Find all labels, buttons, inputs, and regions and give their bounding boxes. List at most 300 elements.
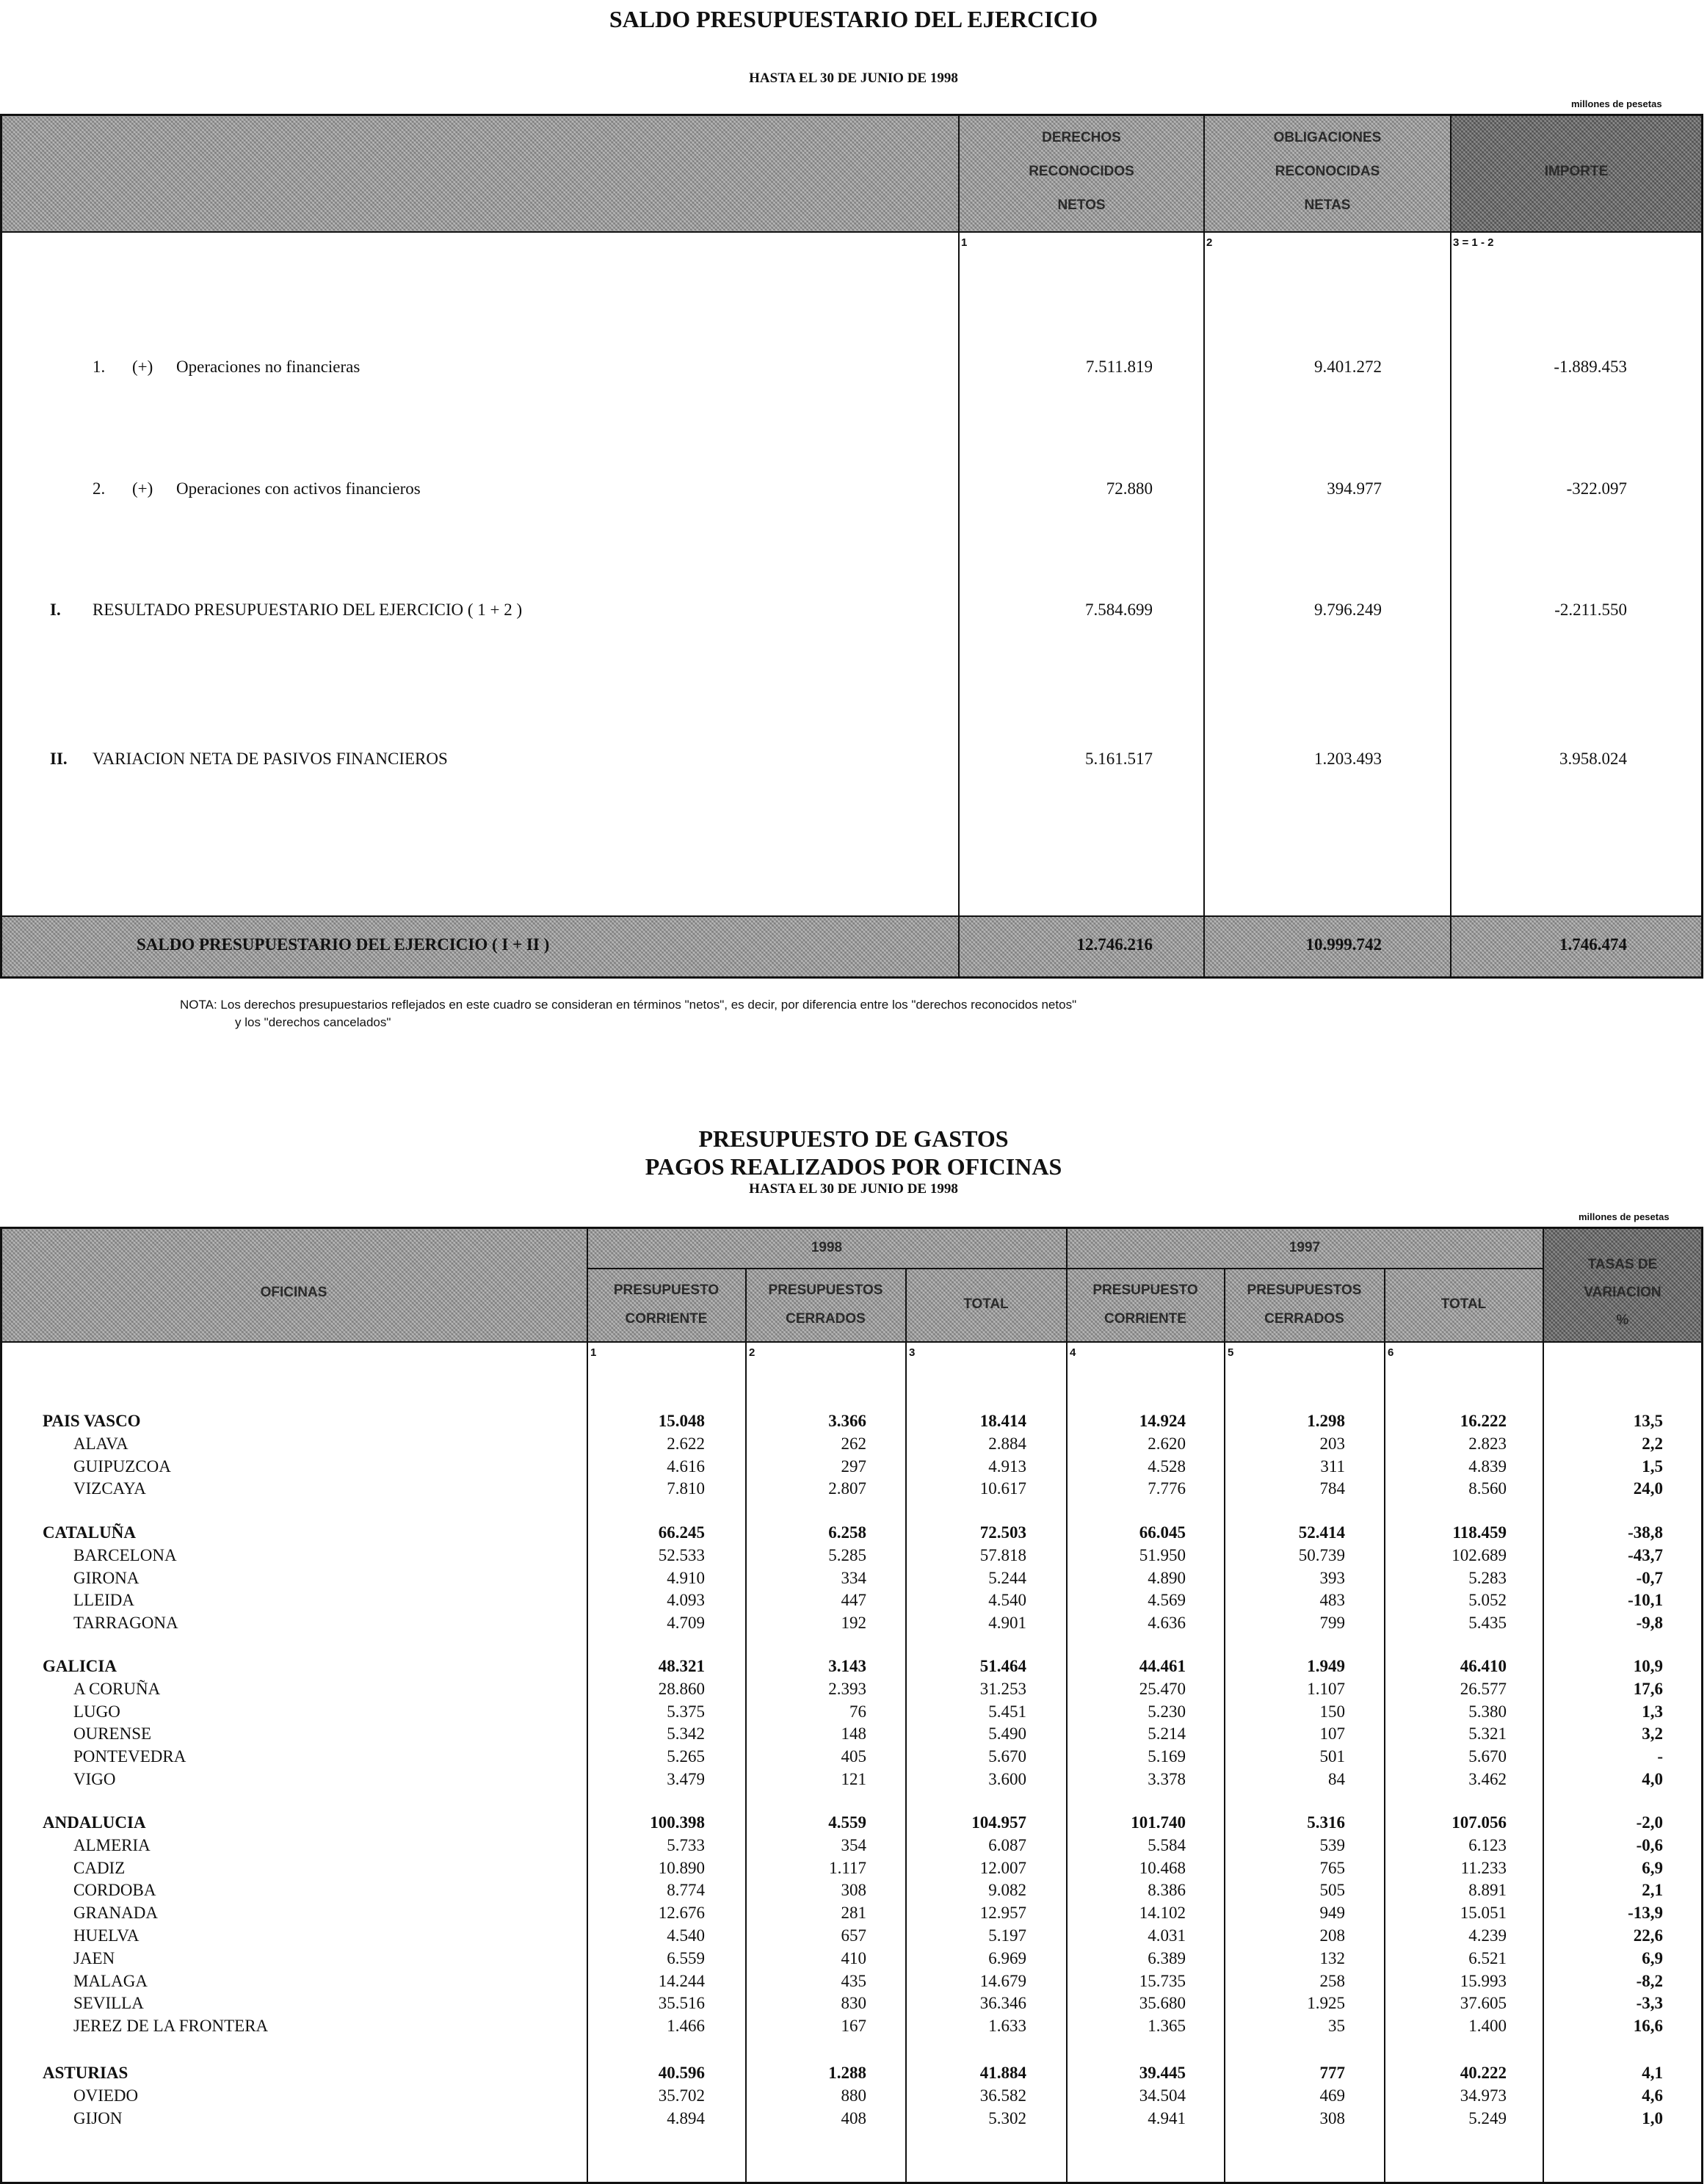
tasa-variacion: 2,1 [1642,1881,1663,1900]
tasa-variacion: 3,2 [1642,1724,1663,1744]
tasa-variacion: -0,7 [1636,1568,1663,1587]
amount-cell: 5.451 [988,1702,1026,1721]
value-derechos: 7.511.819 [1085,358,1153,376]
amount-cell: 657 [841,1926,866,1945]
amount-cell: 5.052 [1468,1591,1507,1610]
amount-cell: 5.670 [988,1747,1026,1766]
tasa-variacion: -10,1 [1628,1591,1663,1610]
value-importe: -322.097 [1566,479,1627,498]
amount-cell: 16.222 [1460,1412,1507,1430]
office-row [0,1857,1707,1879]
tasa-variacion: 2,2 [1642,1434,1663,1453]
value-importe: -2.211.550 [1554,601,1627,619]
amount-cell: 4.540 [988,1591,1026,1610]
report2-colnum-2: 2 [749,1346,755,1359]
amount-cell: 4.636 [1148,1614,1186,1633]
report1-row [0,750,1707,773]
office-row [0,1567,1707,1589]
amount-cell: 15.051 [1460,1904,1507,1923]
amount-cell: 308 [1319,2108,1345,2127]
row-label: Operaciones no financieras [176,358,360,376]
report1-total-row [0,935,1707,959]
amount-cell: 6.559 [667,1948,705,1967]
office-name: A CORUÑA [73,1679,161,1698]
amount-cell: 5.321 [1468,1724,1507,1744]
report1-subtitle: HASTA EL 30 DE JUNIO DE 1998 [749,70,958,86]
amount-cell: 10.890 [658,1858,705,1877]
amount-cell: 3.143 [828,1657,866,1675]
amount-cell: 132 [1319,1948,1345,1967]
office-name: BARCELONA [73,1545,177,1564]
amount-cell: 880 [841,2086,866,2105]
amount-cell: 66.245 [658,1523,705,1542]
office-row [0,1768,1707,1791]
amount-cell: 12.957 [979,1904,1026,1923]
amount-cell: 1.949 [1307,1657,1345,1675]
tasa-variacion: -43,7 [1628,1545,1663,1564]
amount-cell: 3.366 [828,1412,866,1430]
office-row [0,2107,1707,2130]
office-name: VIGO [73,1770,116,1788]
tasa-variacion: -13,9 [1628,1904,1663,1923]
amount-cell: 308 [841,1881,866,1900]
amount-cell: 4.616 [667,1456,705,1476]
office-row [0,1677,1707,1700]
row-number: I. [50,601,61,619]
header-derechos-3: NETOS [1057,197,1106,213]
header-obligaciones-3: NETAS [1304,197,1351,213]
amount-cell: 311 [1320,1456,1345,1476]
amount-cell: 1.466 [667,2017,705,2036]
amount-cell: 7.810 [667,1479,705,1498]
amount-cell: 51.464 [979,1657,1026,1675]
tasa-variacion: 10,9 [1633,1657,1663,1675]
amount-cell: 3.600 [988,1770,1026,1788]
amount-cell: 784 [1319,1479,1345,1498]
amount-cell: 6.087 [988,1835,1026,1854]
amount-cell: 1.117 [829,1858,866,1877]
report2-units: millones de pesetas [1579,1211,1670,1222]
tasa-variacion: 1,3 [1642,1702,1663,1721]
amount-cell: 5.214 [1148,1724,1186,1744]
value-obligaciones: 9.796.249 [1314,601,1382,619]
amount-cell: 4.031 [1148,1926,1186,1945]
amount-cell: 26.577 [1460,1679,1507,1698]
amount-cell: 3.378 [1148,1770,1186,1788]
office-name: CADIZ [73,1858,126,1877]
amount-cell: 258 [1319,1971,1345,1990]
amount-cell: 208 [1319,1926,1345,1945]
office-name: GUIPUZCOA [73,1456,171,1476]
amount-cell: 4.894 [667,2108,705,2127]
amount-cell: 2.823 [1468,1434,1507,1453]
amount-cell: 4.913 [988,1456,1026,1476]
amount-cell: 1.633 [988,2017,1026,2036]
report1-col-divider-2 [1203,114,1205,979]
amount-cell: 281 [841,1904,866,1923]
header-total-1998: TOTAL [963,1296,1009,1312]
tasa-variacion: 24,0 [1633,1479,1663,1498]
region-row [0,2061,1707,2084]
amount-cell: 39.445 [1139,2064,1186,2082]
amount-cell: 5.244 [988,1568,1026,1587]
office-name: OURENSE [73,1724,152,1744]
region-row [0,1811,1707,1834]
amount-cell: 262 [841,1434,866,1453]
amount-cell: 44.461 [1139,1657,1186,1675]
amount-cell: 4.239 [1468,1926,1507,1945]
report1-row [0,601,1707,624]
office-row [0,1901,1707,1924]
value-importe: -1.889.453 [1554,358,1627,376]
amount-cell: 167 [841,2017,866,2036]
amount-cell: 31.253 [979,1679,1026,1698]
office-name: VIZCAYA [73,1479,146,1498]
amount-cell: 41.884 [979,2064,1026,2082]
amount-cell: 104.957 [971,1813,1026,1832]
amount-cell: 40.596 [658,2064,705,2082]
amount-cell: 8.891 [1468,1881,1507,1900]
value-derechos: 5.161.517 [1085,750,1153,768]
report2-subtitle: HASTA EL 30 DE JUNIO DE 1998 [749,1181,958,1197]
office-name: GIJON [73,2108,123,2127]
tasa-variacion: -2,0 [1636,1813,1663,1832]
amount-cell: 10.617 [979,1479,1026,1498]
row-label: VARIACION NETA DE PASIVOS FINANCIEROS [93,750,448,768]
amount-cell: 4.941 [1148,2108,1186,2127]
header-corriente-1997-2: CORRIENTE [1104,1311,1186,1327]
amount-cell: 57.818 [979,1545,1026,1564]
report1-colnum-2: 2 [1206,236,1213,249]
amount-cell: 6.258 [828,1523,866,1542]
office-name: PAIS VASCO [43,1412,141,1430]
amount-cell: 777 [1319,2064,1345,2082]
header-year-1998: 1998 [811,1240,843,1255]
office-name: MALAGA [73,1971,148,1990]
report2-colnum-5: 5 [1228,1346,1234,1359]
amount-cell: 1.298 [1307,1412,1345,1430]
amount-cell: 14.244 [658,1971,705,1990]
amount-cell: 118.459 [1452,1523,1507,1542]
report1-row [0,479,1707,503]
office-name: LUGO [73,1702,120,1721]
tasa-variacion: 4,0 [1642,1770,1663,1788]
office-row [0,1455,1707,1478]
header-tasas-3: % [1616,1313,1629,1328]
region-row [0,1410,1707,1432]
amount-cell: 4.528 [1148,1456,1186,1476]
total-obligaciones: 10.999.742 [1305,935,1382,954]
amount-cell: 5.670 [1468,1747,1507,1766]
region-row [0,1655,1707,1677]
amount-cell: 34.973 [1460,2086,1507,2105]
amount-cell: 150 [1319,1702,1345,1721]
amount-cell: 1.107 [1307,1679,1345,1698]
amount-cell: 107 [1319,1724,1345,1744]
amount-cell: 1.925 [1307,1994,1345,2013]
header-cerrados-1997-1: PRESUPUESTOS [1247,1283,1362,1298]
tasa-variacion: -8,2 [1636,1971,1663,1990]
office-name: GALICIA [43,1657,117,1675]
amount-cell: 830 [841,1994,866,2013]
office-name: OVIEDO [73,2086,139,2105]
amount-cell: 4.839 [1468,1456,1507,1476]
amount-cell: 11.233 [1460,1858,1507,1877]
amount-cell: 2.884 [988,1434,1026,1453]
amount-cell: 5.197 [988,1926,1026,1945]
report1-header-divider [0,231,1703,233]
header-year-1997: 1997 [1289,1240,1321,1255]
amount-cell: 3.479 [667,1770,705,1788]
amount-cell: 5.435 [1468,1614,1507,1633]
amount-cell: 15.993 [1460,1971,1507,1990]
report2-title2: PAGOS REALIZADOS POR OFICINAS [645,1153,1062,1180]
report2-title1: PRESUPUESTO DE GASTOS [698,1125,1009,1152]
amount-cell: 8.560 [1468,1479,1507,1498]
amount-cell: 799 [1319,1614,1345,1633]
amount-cell: 410 [841,1948,866,1967]
office-row [0,2014,1707,2037]
value-obligaciones: 1.203.493 [1314,750,1382,768]
tasa-variacion: - [1657,1747,1663,1766]
header-total-1997: TOTAL [1440,1296,1487,1312]
office-name: LLEIDA [73,1591,135,1610]
amount-cell: 2.622 [667,1434,705,1453]
amount-cell: 46.410 [1460,1657,1507,1675]
amount-cell: 52.414 [1298,1523,1345,1542]
amount-cell: 14.924 [1139,1412,1186,1430]
amount-cell: 4.709 [667,1614,705,1633]
amount-cell: 14.102 [1139,1904,1186,1923]
amount-cell: 408 [841,2108,866,2127]
report1-colnum-3: 3 = 1 - 2 [1453,236,1494,249]
office-name: GIRONA [73,1568,139,1587]
header-oficinas: OFICINAS [260,1285,327,1300]
amount-cell: 393 [1319,1568,1345,1587]
amount-cell: 37.605 [1460,1994,1507,2013]
tasa-variacion: -3,3 [1636,1994,1663,2013]
report1-note-line2: y los "derechos cancelados" [235,1015,391,1029]
tasa-variacion: -38,8 [1628,1523,1663,1542]
office-row [0,1879,1707,1901]
tasa-variacion: 6,9 [1642,1948,1663,1967]
header-tasas-2: VARIACION [1584,1285,1661,1300]
office-row [0,2084,1707,2107]
report2-colnum-3: 3 [909,1346,916,1359]
header-importe: IMPORTE [1544,164,1609,179]
header-corriente-1998-1: PRESUPUESTO [613,1283,720,1298]
amount-cell: 76 [849,1702,866,1721]
office-name: CORDOBA [73,1881,156,1900]
amount-cell: 5.733 [667,1835,705,1854]
amount-cell: 8.774 [667,1881,705,1900]
office-row [0,1477,1707,1500]
total-importe: 1.746.474 [1559,935,1627,954]
office-name: JAEN [73,1948,115,1967]
report2-year-divider [587,1268,1543,1269]
amount-cell: 9.082 [988,1881,1026,1900]
value-obligaciones: 394.977 [1327,479,1382,498]
header-obligaciones-2: RECONOCIDAS [1275,164,1380,179]
amount-cell: 5.249 [1468,2108,1507,2127]
amount-cell: 35.680 [1139,1994,1186,2013]
amount-cell: 72.503 [979,1523,1026,1542]
amount-cell: 6.123 [1468,1835,1507,1854]
amount-cell: 10.468 [1139,1858,1186,1877]
amount-cell: 6.389 [1148,1948,1186,1967]
amount-cell: 447 [841,1591,866,1610]
amount-cell: 1.400 [1468,2017,1507,2036]
tasa-variacion: 1,5 [1642,1456,1663,1476]
row-number: 2. [93,479,106,498]
amount-cell: 203 [1319,1434,1345,1453]
tasa-variacion: -9,8 [1636,1614,1663,1633]
amount-cell: 7.776 [1148,1479,1186,1498]
amount-cell: 5.584 [1148,1835,1186,1854]
tasa-variacion: 4,6 [1642,2086,1663,2105]
amount-cell: 334 [841,1568,866,1587]
office-row [0,1924,1707,1947]
amount-cell: 5.230 [1148,1702,1186,1721]
amount-cell: 25.470 [1139,1679,1186,1698]
amount-cell: 483 [1319,1591,1345,1610]
report1-table-border [0,114,1703,979]
amount-cell: 35 [1328,2017,1345,2036]
report1-colnum-1: 1 [961,236,968,249]
amount-cell: 4.901 [988,1614,1026,1633]
amount-cell: 36.346 [979,1994,1026,2013]
header-cerrados-1998-2: CERRADOS [786,1311,866,1327]
office-name: ANDALUCIA [43,1813,146,1832]
tasa-variacion: -0,6 [1636,1835,1663,1854]
office-row [0,1970,1707,1992]
amount-cell: 15.048 [658,1412,705,1430]
office-name: TARRAGONA [73,1614,178,1633]
header-cerrados-1997-2: CERRADOS [1264,1311,1344,1327]
value-importe: 3.958.024 [1559,750,1627,768]
amount-cell: 12.676 [658,1904,705,1923]
amount-cell: 405 [841,1747,866,1766]
tasa-variacion: 13,5 [1633,1412,1663,1430]
report1-col-divider-1 [958,114,960,979]
office-row [0,1992,1707,2014]
amount-cell: 14.679 [979,1971,1026,1990]
amount-cell: 84 [1328,1770,1345,1788]
tasa-variacion: 17,6 [1633,1679,1663,1698]
amount-cell: 6.969 [988,1948,1026,1967]
office-row [0,1544,1707,1567]
report1-row [0,358,1707,381]
amount-cell: 4.540 [667,1926,705,1945]
report2-colnum-4: 4 [1070,1346,1076,1359]
office-row [0,1589,1707,1611]
amount-cell: 48.321 [658,1657,705,1675]
amount-cell: 4.569 [1148,1591,1186,1610]
amount-cell: 4.559 [828,1813,866,1832]
office-row [0,1722,1707,1745]
office-name: ALAVA [73,1434,128,1453]
row-number: II. [50,750,68,768]
amount-cell: 5.490 [988,1724,1026,1744]
amount-cell: 2.620 [1148,1434,1186,1453]
amount-cell: 148 [841,1724,866,1744]
office-row [0,1745,1707,1768]
office-row [0,1432,1707,1455]
amount-cell: 297 [841,1456,866,1476]
amount-cell: 35.702 [658,2086,705,2105]
row-label: Operaciones con activos financieros [176,479,421,498]
amount-cell: 101.740 [1131,1813,1186,1832]
row-number: 1. [93,358,106,376]
amount-cell: 51.950 [1139,1545,1186,1564]
office-name: ALMERIA [73,1835,151,1854]
header-derechos-2: RECONOCIDOS [1029,164,1134,179]
row-label: RESULTADO PRESUPUESTARIO DEL EJERCICIO ( 1 + 2 ) [93,601,523,619]
amount-cell: 34.504 [1139,2086,1186,2105]
header-cerrados-1998-1: PRESUPUESTOS [768,1283,883,1298]
amount-cell: 121 [841,1770,866,1788]
amount-cell: 5.316 [1307,1813,1345,1832]
office-name: SEVILLA [73,1994,144,2013]
report1-note-line1: NOTA: Los derechos presupuestarios reflejados en este cuadro se consideran en términos "netos", es decir, por diferencia entre los "derechos reconocidos netos" [180,998,1077,1012]
amount-cell: 5.169 [1148,1747,1186,1766]
amount-cell: 8.386 [1148,1881,1186,1900]
office-row [0,1700,1707,1723]
office-name: ASTURIAS [43,2064,128,2082]
tasa-variacion: 1,0 [1642,2108,1663,2127]
report1-col-divider-3 [1450,114,1452,979]
amount-cell: 66.045 [1139,1523,1186,1542]
amount-cell: 1.365 [1148,2017,1186,2036]
header-obligaciones-1: OBLIGACIONES [1273,130,1382,145]
amount-cell: 4.093 [667,1591,705,1610]
amount-cell: 107.056 [1452,1813,1507,1832]
tasa-variacion: 22,6 [1633,1926,1663,1945]
amount-cell: 5.380 [1468,1702,1507,1721]
amount-cell: 40.222 [1460,2064,1507,2082]
amount-cell: 539 [1319,1835,1345,1854]
amount-cell: 12.007 [979,1858,1026,1877]
amount-cell: 5.265 [667,1747,705,1766]
amount-cell: 15.735 [1139,1971,1186,1990]
amount-cell: 36.582 [979,2086,1026,2105]
office-row [0,1611,1707,1634]
amount-cell: 3.462 [1468,1770,1507,1788]
header-derechos-1: DERECHOS [1042,130,1121,145]
office-name: PONTEVEDRA [73,1747,186,1766]
tasa-variacion: 6,9 [1642,1858,1663,1877]
amount-cell: 5.285 [828,1545,866,1564]
row-sign: (+) [132,479,153,498]
total-derechos: 12.746.216 [1076,935,1153,954]
office-name: HUELVA [73,1926,139,1945]
amount-cell: 501 [1319,1747,1345,1766]
report1-title: SALDO PRESUPUESTARIO DEL EJERCICIO [609,6,1098,32]
amount-cell: 949 [1319,1904,1345,1923]
office-name: GRANADA [73,1904,158,1923]
amount-cell: 5.283 [1468,1568,1507,1587]
amount-cell: 50.739 [1298,1545,1345,1564]
office-row [0,1834,1707,1857]
tasa-variacion: 16,6 [1633,2017,1663,2036]
office-name: JEREZ DE LA FRONTERA [73,2017,269,2036]
amount-cell: 5.302 [988,2108,1026,2127]
amount-cell: 28.860 [658,1679,705,1698]
amount-cell: 435 [841,1971,866,1990]
amount-cell: 4.910 [667,1568,705,1587]
amount-cell: 2.393 [828,1679,866,1698]
header-corriente-1997-1: PRESUPUESTO [1092,1283,1198,1298]
